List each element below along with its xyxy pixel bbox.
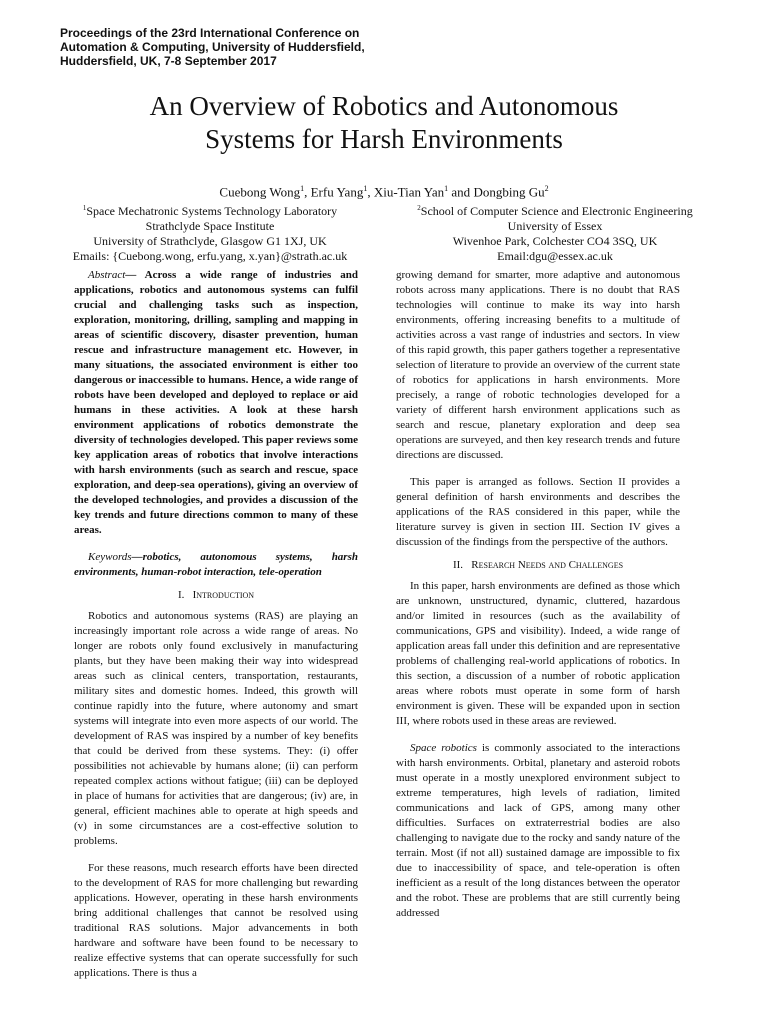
- affiliation-essex: [390, 201, 720, 264]
- space-robotics-term: Space robotics: [410, 742, 477, 754]
- author-name: Erfu Yang: [310, 184, 364, 200]
- section-heading-research-needs: [396, 558, 680, 573]
- author-sep: ,: [367, 184, 374, 200]
- affil-line: School of Computer Science and Electronic Engineering: [420, 204, 693, 218]
- keywords-label: Keywords: [88, 551, 132, 563]
- section-number: II.: [452, 559, 464, 571]
- proceedings-header: [60, 26, 480, 68]
- affil-line: Space Mechatronic Systems Technology Laboratory: [86, 204, 338, 218]
- paper-title: [0, 90, 768, 156]
- author-sep: and: [448, 184, 474, 200]
- title-line-2: Systems for Harsh Environments: [205, 124, 563, 154]
- right-column: [396, 268, 680, 921]
- section-title: Introduction: [192, 589, 255, 601]
- paragraph: This paper is arranged as follows. Section II provides a general definition of harsh environments and describes the applications of the RAS considered in this paper, while the literature survey is given in section III. Section IV gives a discussion of the findings from the perspective of the authors.: [396, 476, 680, 548]
- section-title: Research Needs and Challenges: [471, 559, 624, 571]
- proceedings-line: Automation & Computing, University of Huddersfield,: [60, 40, 365, 54]
- affiliation-strathclyde: [40, 201, 380, 264]
- proceedings-line: Huddersfield, UK, 7-8 September 2017: [60, 54, 277, 68]
- author-name: Cuebong Wong: [219, 184, 301, 200]
- affil-mark: 1: [82, 204, 87, 212]
- affil-email: Email:dgu@essex.ac.uk: [497, 249, 613, 263]
- abstract-label: Abstract: [88, 269, 126, 281]
- paragraph-text: is commonly associated to the interactions with harsh environments. Orbital, planetary and asteroid robots must operate in a mostly unexplored environment subject to extreme temperatures, high levels of radiation, limited communications and lack of GPS, among many other difficulties. Surfaces on extraterrestrial bodies are also challenging to navigate due to the rocky and sandy nature of the terrain. Most (if not all) sustained damage are impossible to fix due to inaccessibility of space, and tele-operation is often inefficient as a result of the long distances between the operator and the robot. These are problems that are still currently being addressed: [396, 742, 680, 919]
- author-affil-mark: 1: [444, 184, 449, 193]
- abstract: [74, 268, 358, 538]
- section-number: I.: [177, 589, 185, 601]
- keywords: [74, 550, 358, 580]
- title-line-1: An Overview of Robotics and Autonomous: [149, 91, 619, 121]
- author-affil-mark: 1: [363, 184, 368, 193]
- keywords-text: —robotics, autonomous systems, harsh environments, human-robot interaction, tele-operation: [74, 551, 358, 578]
- author-affil-mark: 1: [300, 184, 305, 193]
- abstract-text: — Across a wide range of industries and applications, robotics and autonomous systems can fulfil crucial and challenging tasks such as inspection, exploration, monitoring, drilling, sampling and mapping in areas of scientific discovery, disaster prevention, human rescue and infrastructure management etc. However, in many situations, the associated environment is either too dangerous or inaccessible to humans. Hence, a wide range of robots have been developed and deployed to replace or aid humans in these activities. A look at these harsh environment applications of robotics demonstrate the diversity of technologies developed. This paper reviews some key application areas of robotics that involve interactions with harsh environments (such as search and rescue, space exploration, and deep-sea operations), giving an overview of the developed technologies, and provides a discussion of the key trends and future directions common to many of these areas.: [74, 269, 358, 536]
- affil-line: University of Essex: [507, 219, 603, 233]
- paragraph: In this paper, harsh environments are defined as those which are unknown, unstructured, dynamic, cluttered, hazardous and/or limited in resources (such as the availability of communications, GPS and visibility). Indeed, a wide range of application areas fall under this definition and are representative problems of challenging real-world applications of robotics. In this section, a discussion of a number of robotic application areas where robots must operate in some form of harsh environment is given. These will be expanded upon in section III, where robots used in these areas are reviewed.: [396, 580, 680, 727]
- affil-line: Strathclyde Space Institute: [145, 219, 275, 233]
- author-affil-mark: 2: [544, 184, 549, 193]
- affil-mark: 2: [417, 204, 421, 212]
- affil-email: Emails: {Cuebong.wong, erfu.yang, x.yan}@strath.ac.uk: [72, 249, 348, 263]
- section-heading-introduction: [74, 588, 358, 603]
- affil-line: University of Strathclyde, Glasgow G1 1XJ, UK: [93, 234, 327, 248]
- paragraph: Robotics and autonomous systems (RAS) are playing an increasingly important role across a wide range of areas. No longer are robots only found exclusively in manufacturing plants, but they have been making their way into widespread areas such as clinical centers, transportation, restaurants, military sites and domestic homes. Indeed, this growth will continue rapidly into the future, where autonomy and smart systems will integrate into even more aspects of our world. The development of RAS was inspired by a number of key benefits that could be derived from these systems. They: (i) offer possibilities not achievable by humans alone; (ii) can perform repeated complex actions without fatigue; (iii) can be deployed in place of humans for activities that are dangerous; (iv) are, in general, efficient machines able to operate at high speeds and (v) in some circumstances are a cost-effective solution to problems.: [74, 610, 358, 847]
- paragraph: growing demand for smarter, more adaptive and autonomous robots across many applications. There is no doubt that RAS technologies will continue to make its way into harsh environments, offering increasing benefits to a multitude of activities across a vast range of industries and sectors. In view of this rapid growth, this paper gathers together a representative selection of literature to provide an overview of the current state of robotics for applications in harsh environments. More precisely, a range of robotic technologies developed for a variety of different harsh environment applications such as search and rescue, planetary exploration and deep sea operations are surveyed, and then key research trends and future directions are discussed.: [396, 269, 680, 461]
- author-name: Dongbing Gu: [473, 184, 545, 200]
- proceedings-line: Proceedings of the 23rd International Conference on: [60, 26, 360, 40]
- paragraph: For these reasons, much research efforts have been directed to the development of RAS for more challenging but rewarding applications. However, operating in these harsh environments bring additional challenges that cannot be resolved using traditional RAS solutions. Major advancements in both hardware and software have been found to be necessary to realize effective systems that can operate successfully for such applications. There is thus a: [74, 862, 358, 979]
- author-sep: ,: [304, 184, 311, 200]
- author-name: Xiu-Tian Yan: [373, 184, 445, 200]
- paragraph: [396, 741, 680, 921]
- author-list: [0, 181, 768, 200]
- affil-line: Wivenhoe Park, Colchester CO4 3SQ, UK: [452, 234, 658, 248]
- left-column: [74, 268, 358, 981]
